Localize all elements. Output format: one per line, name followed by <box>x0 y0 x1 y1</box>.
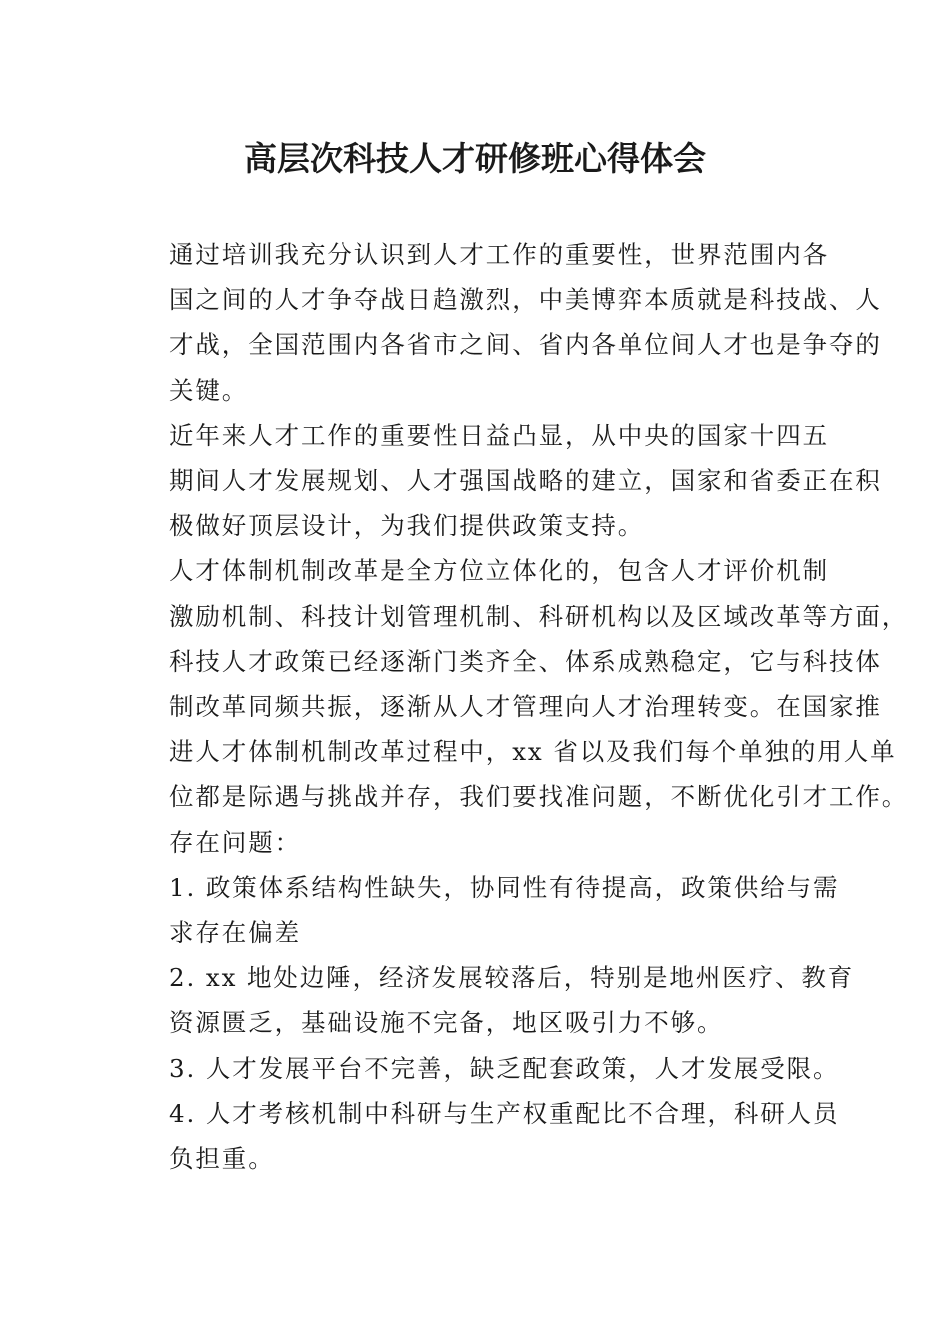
document-body <box>120 232 909 1181</box>
paragraph-line: 位都是际遇与挑战并存，我们要找准问题，不断优化引才工作。 <box>169 782 909 812</box>
paragraph-reform <box>120 548 909 819</box>
paragraph-line: 资源匮乏，基础设施不完备，地区吸引力不够。 <box>169 1008 724 1038</box>
paragraph-line: 通过培训我充分认识到人才工作的重要性，世界范围内各 <box>169 240 829 269</box>
problem-item-1 <box>120 865 840 955</box>
paragraph-policy-support <box>120 413 882 549</box>
paragraph-line: 人才体制机制改革是全方位立体化的，包含人才评价机制 <box>169 556 829 586</box>
document-title: 高层次科技人才研修班心得体会 <box>244 139 706 178</box>
problem-item-4 <box>120 1091 840 1181</box>
paragraph-line: 极做好顶层设计，为我们提供政策支持。 <box>169 511 645 541</box>
paragraph-line: 国之间的人才争夺战日趋激烈，中美博弈本质就是科技战、人 <box>169 285 882 315</box>
paragraph-line: 科技人才政策已经逐渐门类齐全、体系成熟稳定，它与科技体 <box>169 646 882 676</box>
paragraph-line: 求存在偏差 <box>169 918 301 948</box>
paragraph-line: 才战，全国范围内各省市之间、省内各单位间人才也是争夺的 <box>169 330 882 360</box>
paragraph-line: 负担重。 <box>169 1144 275 1174</box>
paragraph-line: 关键。 <box>169 375 249 405</box>
paragraph-line: 近年来人才工作的重要性日益凸显，从中央的国家十四五 <box>169 420 829 450</box>
paragraph-line: 制改革同频共振，逐渐从人才管理向人才治理转变。在国家推 <box>169 692 882 722</box>
paragraph-line: 4. 人才考核机制中科研与生产权重配比不合理，科研人员 <box>169 1098 840 1128</box>
paragraph-line: 1. 政策体系结构性缺失，协同性有待提高，政策供给与需 <box>169 872 840 902</box>
paragraph-line: 期间人才发展规划、人才强国战略的建立，国家和省委正在积 <box>169 466 882 496</box>
paragraph-line: 2. xx 地处边陲，经济发展较落后，特别是地州医疗、教育 <box>169 963 855 993</box>
paragraph-line: 存在问题： <box>169 827 301 857</box>
paragraph-line: 3. 人才发展平台不完善，缺乏配套政策，人才发展受限。 <box>169 1053 840 1083</box>
section-heading-problems <box>120 820 830 865</box>
paragraph-talent-importance <box>120 232 882 413</box>
problem-item-3 <box>120 1046 840 1091</box>
paragraph-line: 进人才体制机制改革过程中，xx 省以及我们每个单独的用人单 <box>169 737 897 767</box>
problem-item-2 <box>120 955 855 1045</box>
paragraph-line: 激励机制、科技计划管理机制、科研机构以及区域改革等方面， <box>169 601 909 631</box>
